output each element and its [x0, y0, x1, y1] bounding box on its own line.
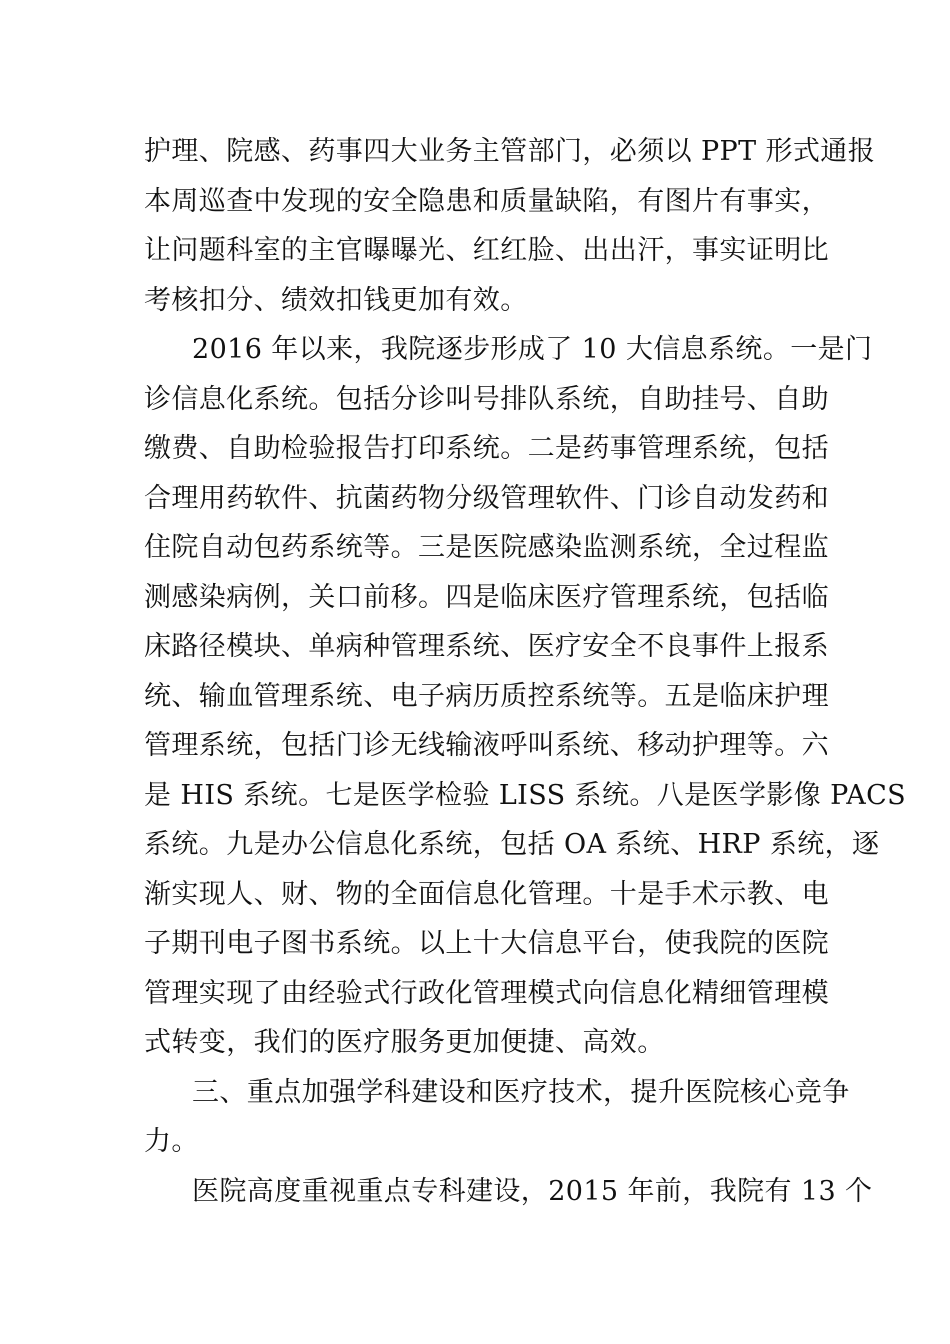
text-line: 缴费、自助检验报告打印系统。二是药事管理系统，包括	[144, 433, 829, 464]
section-heading-3	[144, 1068, 850, 1167]
text-line: 住院自动包药系统等。三是医院感染监测系统，全过程监	[144, 532, 829, 563]
text-line: 渐实现人、财、物的全面信息化管理。十是手术示教、电	[144, 878, 829, 910]
text-line: 系统。九是办公信息化系统，包括 OA 系统、HRP 系统，逐	[144, 829, 880, 860]
paragraph-information-systems	[144, 325, 907, 1068]
text-line: 管理系统，包括门诊无线输液呼叫系统、移动护理等。六	[144, 730, 829, 761]
text-line: 力。	[144, 1126, 199, 1157]
text-line: 管理实现了由经验式行政化管理模式向信息化精细管理模	[144, 977, 829, 1009]
text-line: 床路径模块、单病种管理系统、医疗安全不良事件上报系	[144, 631, 829, 662]
text-line: 诊信息化系统。包括分诊叫号排队系统，自助挂号、自助	[144, 383, 829, 415]
text-line: 本周巡查中发现的安全隐患和质量缺陷，有图片有事实，	[144, 185, 829, 217]
text-line: 三、重点加强学科建设和医疗技术，提升医院核心竞争	[192, 1076, 850, 1108]
text-line: 医院高度重视重点专科建设，2015 年前，我院有 13 个	[192, 1175, 873, 1207]
paragraph-inspection-report	[144, 127, 876, 325]
text-line: 护理、院感、药事四大业务主管部门，必须以 PPT 形式通报	[144, 136, 876, 167]
text-line: 是 HIS 系统。七是医学检验 LISS 系统。八是医学影像 PACS	[144, 779, 907, 811]
text-line: 考核扣分、绩效扣钱更加有效。	[144, 284, 528, 316]
document-page	[144, 127, 907, 1216]
text-line: 式转变，我们的医疗服务更加便捷、高效。	[144, 1027, 665, 1058]
text-line: 2016 年以来，我院逐步形成了 10 大信息系统。一是门	[192, 334, 873, 365]
text-line: 合理用药软件、抗菌药物分级管理软件、门诊自动发药和	[144, 482, 829, 514]
text-line: 子期刊电子图书系统。以上十大信息平台，使我院的医院	[144, 928, 829, 959]
paragraph-specialty-construction	[144, 1167, 873, 1217]
text-line: 统、输血管理系统、电子病历质控系统等。五是临床护理	[144, 680, 829, 712]
text-line: 让问题科室的主官曝曝光、红红脸、出出汗，事实证明比	[144, 235, 829, 266]
text-line: 测感染病例，关口前移。四是临床医疗管理系统，包括临	[144, 581, 829, 613]
